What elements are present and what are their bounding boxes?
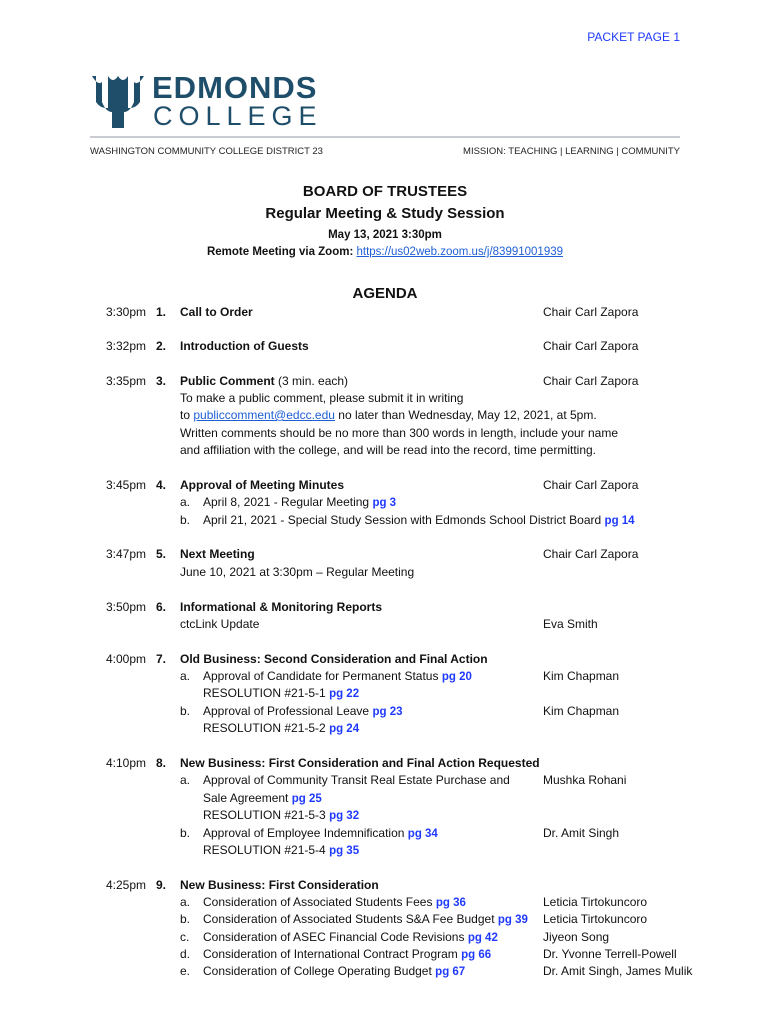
item-3-number: 3. xyxy=(156,374,167,388)
item-1-number: 1. xyxy=(156,305,167,319)
item-2-title: Introduction of Guests xyxy=(180,339,309,353)
item-7-number: 7. xyxy=(156,652,167,666)
item-7a-text: Approval of Candidate for Permanent Status xyxy=(203,669,439,683)
item-9d-page-ref: pg 66 xyxy=(461,949,492,961)
item-8a-resolution-page-ref: pg 32 xyxy=(329,810,360,822)
item-5-detail: June 10, 2021 at 3:30pm – Regular Meeting xyxy=(180,565,415,579)
item-9d-text: Consideration of International Contract Program xyxy=(203,947,458,961)
item-9b-page-ref: pg 39 xyxy=(497,914,528,926)
item-6-detail: ctcLink Update xyxy=(180,617,260,631)
item-8b-letter: b. xyxy=(180,826,191,840)
public-comment-email-link[interactable]: publiccomment@edcc.edu xyxy=(193,408,335,422)
item-9b-letter: b. xyxy=(180,912,191,926)
item-7a-letter: a. xyxy=(180,669,191,683)
item-3-title-line xyxy=(180,373,348,390)
item-4b-letter: b. xyxy=(180,513,191,527)
item-8a-resolution-line xyxy=(203,807,359,825)
item-4b-text: April 21, 2021 - Special Study Session with Edmonds School District Board xyxy=(203,513,602,527)
item-9c-page-ref: pg 42 xyxy=(467,932,498,944)
trident-icon xyxy=(90,72,146,130)
item-3-line-2 xyxy=(180,407,597,424)
meeting-date: May 13, 2021 3:30pm xyxy=(328,229,442,241)
logo-word-edmonds: EDMONDS xyxy=(152,70,318,105)
item-8a-text-2: Sale Agreement xyxy=(203,791,289,805)
item-9a-presenter: Leticia Tirtokuncoro xyxy=(543,895,648,909)
college-logo xyxy=(90,72,330,130)
logo-word-college: COLLEGE xyxy=(153,101,323,131)
item-9e-presenter: Dr. Amit Singh, James Mulik xyxy=(543,964,693,978)
item-6-time: 3:50pm xyxy=(106,600,147,614)
item-4b-line xyxy=(203,512,635,530)
item-8b-resolution: RESOLUTION #21-5-4 xyxy=(203,843,326,857)
item-7b-presenter: Kim Chapman xyxy=(543,704,620,718)
item-8b-page-ref: pg 34 xyxy=(407,828,438,840)
item-4a-line xyxy=(203,494,396,512)
item-9e-line xyxy=(203,963,465,981)
item-5-number: 5. xyxy=(156,547,167,561)
item-4-time: 3:45pm xyxy=(106,478,147,492)
item-9c-text: Consideration of ASEC Financial Code Revisions xyxy=(203,930,465,944)
agenda-heading: AGENDA xyxy=(352,285,418,302)
board-title: BOARD OF TRUSTEES xyxy=(302,183,468,200)
item-9e-page-ref: pg 67 xyxy=(435,966,466,978)
item-8a-resolution: RESOLUTION #21-5-3 xyxy=(203,808,326,822)
item-4a-text: April 8, 2021 - Regular Meeting xyxy=(203,495,370,509)
item-7-title: Old Business: Second Consideration and Final Action xyxy=(180,652,488,666)
item-4b-page-ref: pg 14 xyxy=(604,515,635,527)
item-8b-text: Approval of Employee Indemnification xyxy=(203,826,405,840)
item-8a-line-2 xyxy=(203,790,322,808)
item-5-title: Next Meeting xyxy=(180,547,255,561)
item-3-title: Public Comment xyxy=(180,374,275,388)
item-9d-presenter: Dr. Yvonne Terrell-Powell xyxy=(543,947,677,961)
item-8b-presenter: Dr. Amit Singh xyxy=(543,826,620,840)
meeting-title: Regular Meeting & Study Session xyxy=(265,205,505,222)
item-8-time: 4:10pm xyxy=(106,756,147,770)
item-7a-resolution: RESOLUTION #21-5-1 xyxy=(203,686,326,700)
item-3-line-1: To make a public comment, please submit it in writing xyxy=(180,391,464,405)
district-label: WASHINGTON COMMUNITY COLLEGE DISTRICT 23 xyxy=(90,146,323,157)
item-1-presenter: Chair Carl Zapora xyxy=(543,305,639,319)
item-6-title: Informational & Monitoring Reports xyxy=(180,600,382,614)
item-7b-letter: b. xyxy=(180,704,191,718)
item-9a-letter: a. xyxy=(180,895,191,909)
item-8a-presenter: Mushka Rohani xyxy=(543,773,627,787)
item-2-presenter: Chair Carl Zapora xyxy=(543,339,639,353)
item-6-number: 6. xyxy=(156,600,167,614)
item-3-presenter: Chair Carl Zapora xyxy=(543,374,639,388)
item-8b-resolution-page-ref: pg 35 xyxy=(329,845,360,857)
item-7-time: 4:00pm xyxy=(106,652,147,666)
remote-meeting-label: Remote Meeting via Zoom: xyxy=(206,246,354,258)
item-8b-resolution-line xyxy=(203,842,359,860)
item-3-to: to xyxy=(180,408,191,422)
item-9c-line xyxy=(203,929,498,947)
zoom-link[interactable]: https://us02web.zoom.us/j/83991001939 xyxy=(356,246,564,258)
item-9-time: 4:25pm xyxy=(106,878,147,892)
item-9d-line xyxy=(203,946,491,964)
item-1-title: Call to Order xyxy=(180,305,253,319)
item-3-deadline: no later than Wednesday, May 12, 2021, at 5pm. xyxy=(338,408,597,422)
item-7a-resolution-page-ref: pg 22 xyxy=(329,688,360,700)
item-9a-page-ref: pg 36 xyxy=(435,897,466,909)
item-9d-letter: d. xyxy=(180,947,191,961)
item-4a-page-ref: pg 3 xyxy=(372,497,397,509)
item-8a-text: Approval of Community Transit Real Estate Purchase and xyxy=(203,773,510,787)
item-4a-letter: a. xyxy=(180,495,191,509)
item-3-line-3: Written comments should be no more than 300 words in length, include your name xyxy=(180,426,619,440)
item-9b-presenter: Leticia Tirtokuncoro xyxy=(543,912,648,926)
item-7a-line xyxy=(203,668,472,686)
item-9c-letter: c. xyxy=(180,930,190,944)
item-5-time: 3:47pm xyxy=(106,547,147,561)
item-7b-page-ref: pg 23 xyxy=(372,706,403,718)
remote-meeting-line xyxy=(0,246,770,258)
item-7a-presenter: Kim Chapman xyxy=(543,669,620,683)
item-9a-text: Consideration of Associated Students Fees xyxy=(203,895,433,909)
item-7b-resolution: RESOLUTION #21-5-2 xyxy=(203,721,326,735)
item-8b-line xyxy=(203,825,438,843)
item-7b-line xyxy=(203,703,403,721)
item-2-time: 3:32pm xyxy=(106,339,147,353)
item-2-number: 2. xyxy=(156,339,167,353)
item-3-line-4: and affiliation with the college, and will be read into the record, time permitting. xyxy=(180,443,597,457)
item-7b-resolution-page-ref: pg 24 xyxy=(329,723,360,735)
item-8a-letter: a. xyxy=(180,773,191,787)
item-7a-page-ref: pg 20 xyxy=(441,671,472,683)
item-4-number: 4. xyxy=(156,478,167,492)
item-9e-text: Consideration of College Operating Budget xyxy=(203,964,432,978)
item-8-title: New Business: First Consideration and Final Action Requested xyxy=(180,756,540,770)
item-9e-letter: e. xyxy=(180,964,191,978)
packet-page-label: PACKET PAGE 1 xyxy=(587,30,680,44)
item-8-number: 8. xyxy=(156,756,167,770)
item-4-presenter: Chair Carl Zapora xyxy=(543,478,639,492)
item-9-title: New Business: First Consideration xyxy=(180,878,379,892)
item-9b-line xyxy=(203,911,528,929)
item-4-title: Approval of Meeting Minutes xyxy=(180,478,345,492)
item-6-presenter: Eva Smith xyxy=(543,617,598,631)
item-7b-resolution-line xyxy=(203,720,359,738)
item-9-number: 9. xyxy=(156,878,167,892)
item-7a-resolution-line xyxy=(203,685,359,703)
item-3-time: 3:35pm xyxy=(106,374,147,388)
item-9b-text: Consideration of Associated Students S&A Fee Budget xyxy=(203,912,495,926)
header-divider xyxy=(90,136,680,138)
item-1-time: 3:30pm xyxy=(106,305,147,319)
mission-label: MISSION: TEACHING | LEARNING | COMMUNITY xyxy=(463,146,680,157)
item-5-presenter: Chair Carl Zapora xyxy=(543,547,639,561)
item-9c-presenter: Jiyeon Song xyxy=(543,930,610,944)
item-7b-text: Approval of Professional Leave xyxy=(203,704,370,718)
item-9a-line xyxy=(203,894,466,912)
item-8a-page-ref: pg 25 xyxy=(291,793,322,805)
item-3-title-note: (3 min. each) xyxy=(278,374,349,388)
